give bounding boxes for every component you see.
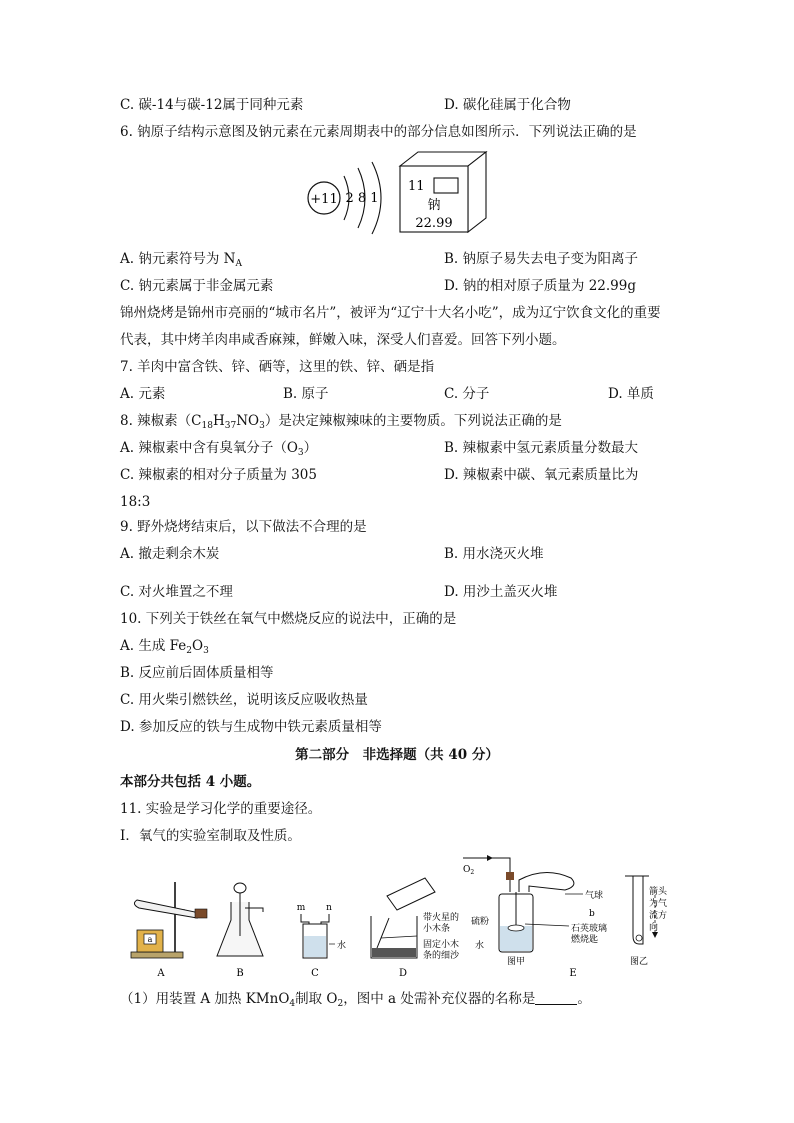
label-b: b [589,909,595,919]
cell-side [468,152,486,232]
apparatus-e-fig-yi [625,876,668,967]
q10-option-c: C. 用火柴引燃铁丝，说明该反应吸收热量 [120,692,368,708]
cell-atomic-number: 11 [408,179,425,194]
label-E: E [569,968,577,979]
q6-option-a: A. 钠元素符号为 $N_A$ [120,251,242,269]
label-n: n [326,903,332,913]
q8-option-d-continued: 18:3 [120,494,151,510]
q8-option-d: D. 辣椒素中碳、氧元素质量比为 [444,467,639,483]
q10-option-b: B. 反应前后固体质量相等 [120,665,274,681]
q6-option-d: D. 钠的相对原子质量为 22.99g [444,278,637,294]
label-balloon: 气球 [585,891,604,901]
apparatus-figure [125,852,685,982]
cell-element-name: 钠 [427,198,441,213]
label-a-small: a [147,935,153,944]
answer-blank[interactable] [535,991,577,1005]
electron-shells: 2 8 1 [345,191,379,206]
q11-subheading: Ⅰ．氧气的实验室制取及性质。 [120,828,301,844]
label-A: A [157,968,165,979]
q11-question-1: （1）用装置 A 加热 KMnO$_4$制取 $O_2$，图中 a 处需补充仪器的名称是 。 [120,991,591,1009]
label-arrow-1: 箭头 [649,887,668,897]
sodium-figure [300,148,500,240]
q6-option-c: C. 钠元素属于非金属元素 [120,278,274,294]
q9-option-d: D. 用沙土盖灭火堆 [444,584,558,600]
label-fix-1: 固定小木 [423,940,460,950]
apparatus-a [131,882,207,979]
q8-option-c: C. 辣椒素的相对分子质量为 305 [120,467,317,483]
q5-option-c: C. 碳-14与碳-12属于同种元素 [120,97,304,113]
label-quartz-1: 石英玻璃 [571,924,608,934]
label-stick-1: 带火星的 [423,913,460,923]
q9-stem: 9. 野外烧烤结束后，以下做法不合理的是 [120,519,367,535]
q7-option-d: D. 单质 [608,386,654,402]
q9-option-a: A. 撤走剩余木炭 [120,546,220,562]
q9-option-b: B. 用水浇灭火堆 [444,546,544,562]
label-stick-2: 小木条 [423,924,451,934]
label-D: D [398,968,408,979]
passage-line-2: 代表，其中烤羊肉串咸香麻辣，鲜嫩入味，深受人们喜爱。回答下列小题。 [120,332,566,348]
apparatus-b [217,883,263,979]
q8-option-b: B. 辣椒素中氢元素质量分数最大 [444,440,639,456]
part2-heading: 第二部分 非选择题（共 40 分） [295,747,499,763]
q10-option-d: D. 参加反应的铁与生成物中铁元素质量相等 [120,719,382,735]
q7-stem: 7. 羊肉中富含铁、锌、硒等，这里的铁、锌、硒是指 [120,359,435,375]
q10-stem: 10. 下列关于铁丝在氧气中燃烧反应的说法中，正确的是 [120,611,457,627]
q11-stem: 11. 实验是学习化学的重要途径。 [120,801,322,817]
part2-note: 本部分共包括 4 小题。 [120,774,261,790]
q5-option-d: D. 碳化硅属于化合物 [444,97,571,113]
label-water-e: 水 [475,941,485,951]
label-fix-2: 条的细沙 [423,951,460,961]
label-arrow-2: 为气 [649,899,668,909]
label-C: C [311,968,319,979]
label-fig-jia: 图甲 [506,957,526,967]
q8-stem: 8. 辣椒素$(C_{18}H_{37}NO_3)$是决定辣椒辣味的主要物质。下列说法正确的是 [120,413,562,431]
apparatus-c [297,903,346,979]
q7-option-b: B. 原子 [283,386,329,402]
q10-option-a: A. 生成 $Fe_2O_3$ [120,638,209,656]
cell-atomic-mass: 22.99 [415,216,453,231]
apparatus-e-fig-jia [463,855,607,979]
label-m: m [296,903,306,913]
q6-stem: 6. 钠原子结构示意图及钠元素在元素周期表中的部分信息如图所示．下列说法正确的是 [120,124,637,140]
label-sulfur: 硫粉 [471,917,490,927]
label-arrow-3: 流方 [649,911,668,921]
q7-option-a: A. 元素 [120,386,166,402]
apparatus-d [371,878,460,979]
nucleus-charge: +11 [310,192,338,207]
label-water-c: 水 [337,941,347,951]
q8-option-a: A. 辣椒素中含有臭氧分子$(O_3)$ [120,440,318,458]
q6-option-b: B. 钠原子易失去电子变为阳离子 [444,251,639,267]
cell-symbol-box [434,178,458,193]
label-B: B [236,968,244,979]
passage-line-1: 锦州烧烤是锦州市亮丽的“城市名片”，被评为“辽宁十大名小吃”，成为辽宁饮食文化的重要 [120,305,661,321]
label-arrow-4: 向 [649,923,659,933]
q7-option-c: C. 分子 [444,386,490,402]
label-quartz-2: 燃烧匙 [571,935,599,945]
label-fig-yi: 图乙 [629,957,649,967]
label-o2: $O_2$ [463,865,475,876]
q9-option-c: C. 对火堆置之不理 [120,584,233,600]
